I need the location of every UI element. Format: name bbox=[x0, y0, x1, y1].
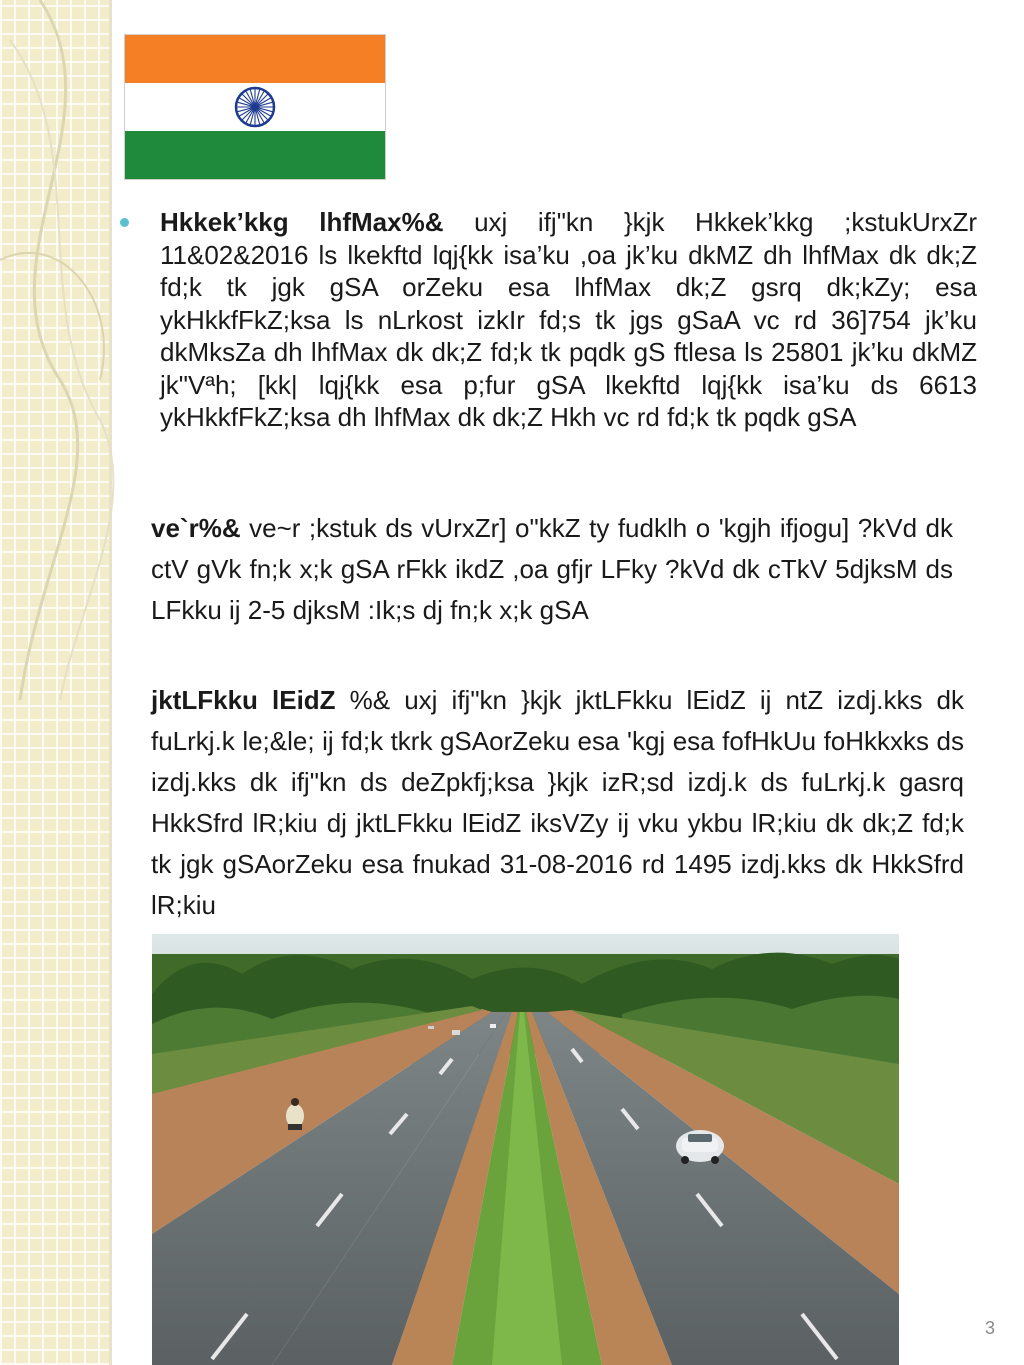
section-sampark-paragraph bbox=[151, 680, 964, 926]
page-number: 3 bbox=[984, 1318, 995, 1338]
section-sampark-heading: jktLFkku lEidZ bbox=[151, 685, 336, 715]
section-seeding-text: uxj ifj"kn }kjk Hkkek’kkg ;kstukUrxZr 11&02&2016 ls lkekftd lqj{kk isa’ku ,oa jk’ku dkMZ dh lhfMax dk dk;Z fd;k tk jgk gSA orZeku esa lhfMax dk;Z gsrq dk;kZy; esa ykHkkfFkZ;ksa ls nLrkost izkIr fd;s tk jgs gSaA vc rd 36]754 jk’ku dkMksZa dh lhfMax dk dk;Z fd;k tk pqdk gS ftlesa ls 25801 jk’ku dkMZ jk"Vªh; [kk| lqj{kk esa p;fur gSA lkekftd lqj{kk isa’ku ds 6613 ykHkkfFkZ;ksa dh lhfMax dk dk;Z Hkh vc rd fd;k tk pqdk gSA bbox=[160, 207, 977, 432]
section-sampark-text: %& uxj ifj"kn }kjk jktLFkku lEidZ ij ntZ izdj.kks dk fuLrkj.k le;&le; ij fd;k tkrk gSAorZeku esa 'kgj esa fofHkUu foHkkxks ds izdj.kks dk ifj"kn ds deZpkfj;ksa }kjk izR;sd izdj.k ds fuLrkj.k gasrq HkkSfrd lR;kiu dj jktLFkku lEidZ iksVZy ij vku ykbu lR;kiu dk dk;Z fd;k tk jgk gSAorZeku esa fnukad 31-08-2016 rd 1495 izdj.kks dk HkkSfrd lR;kiu bbox=[151, 685, 964, 920]
section-amrut-heading: ve`r%& bbox=[151, 513, 241, 543]
section-amrut-text: ve~r ;kstuk ds vUrxZr] o"kkZ ty fudklh o 'kgjh ifjogu] ?kVd dk ctV gVk fn;k x;k gSA rFkk ikdZ ,oa gfjr LFky ?kVd dk cTkV 5djksM ds LFkku ij 2-5 djksM :Ik;s dj fn;k x;k gSA bbox=[151, 513, 953, 625]
highway-photo bbox=[152, 934, 899, 1365]
section-seeding-heading: Hkkek’kkg lhfMax%& bbox=[160, 207, 444, 237]
